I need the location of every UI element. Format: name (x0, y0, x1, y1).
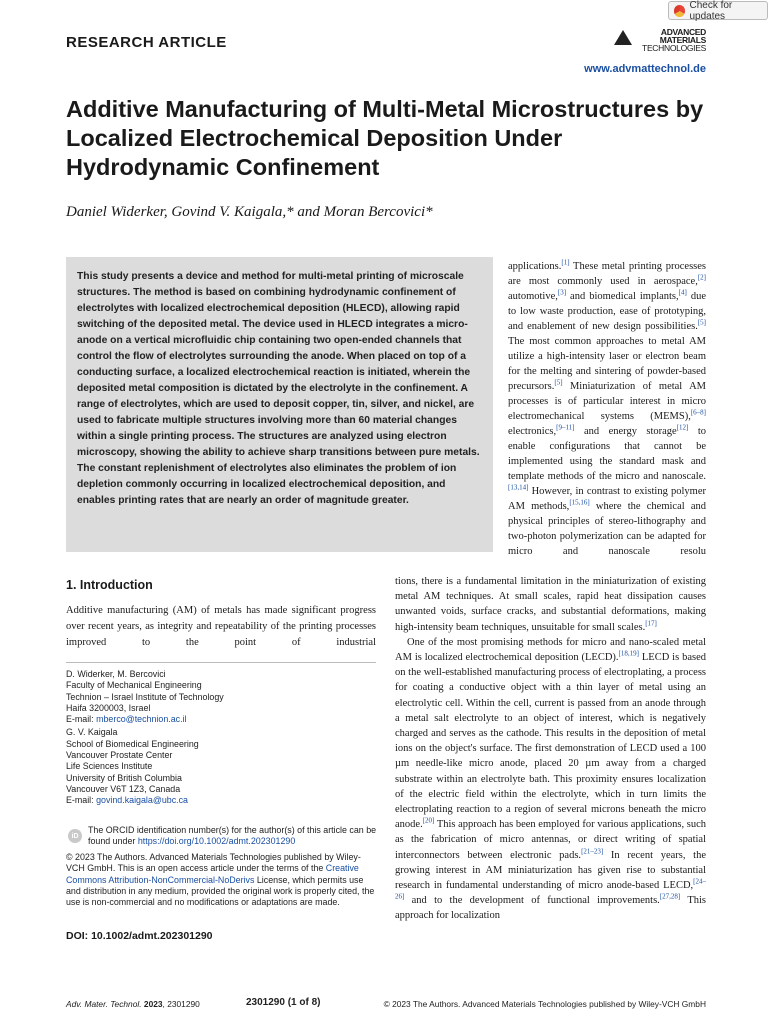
citation-ref[interactable]: [5] (554, 378, 563, 387)
paper-title: Additive Manufacturing of Multi-Metal Microstructures by Localized Electrochemical Deposition Under Hydrodynamic Confinement (66, 96, 704, 180)
journal-logo (614, 28, 706, 52)
citation-ref[interactable]: [24–26] (395, 877, 706, 901)
intro-paragraph: Additive manufacturing (AM) of metals has made significant progress over recent years, as integrity and repeatability of the printing processes improved to the point of industrial (66, 605, 376, 648)
affil-line: G. V. Kaigala (66, 727, 118, 738)
affil-line: University of British Columbia (66, 772, 182, 783)
citation-ref[interactable]: [17] (645, 619, 657, 628)
citation-ref[interactable]: [6–8] (690, 408, 706, 417)
orcid-icon: iD (68, 829, 82, 843)
affil-line: D. Widerker, M. Bercovici (66, 669, 166, 679)
email-link-kaigala[interactable]: govind.kaigala@ubc.ca (96, 795, 188, 806)
citation-ref[interactable]: [20] (422, 816, 435, 825)
triangle-logo-icon (614, 30, 632, 45)
author-list: Daniel Widerker, Govind V. Kaigala,* and Moran Bercovici* (66, 204, 433, 220)
update-badge-icon (674, 5, 685, 17)
citation-ref[interactable]: [15,16] (569, 498, 590, 507)
citation-ref[interactable]: [27,28] (659, 892, 681, 901)
email-link-bercovici[interactable]: mberco@technion.ac.il (96, 714, 187, 725)
journal-url-link[interactable]: www.advmattechnol.de (584, 63, 706, 75)
check-for-updates-label: Check for updates (689, 0, 733, 22)
logo-line-3: TECHNOLOGIES (642, 43, 706, 53)
article-type-label: RESEARCH ARTICLE (66, 34, 227, 51)
citation-ref[interactable]: [4] (678, 288, 687, 297)
logo-line-1: ADVANCED (660, 27, 706, 37)
affil-line: Vancouver Prostate Center (66, 750, 173, 761)
column2-body (395, 574, 706, 924)
affil-line: Faculty of Mechanical Engineering (66, 680, 202, 691)
citation-ref[interactable]: [2] (697, 273, 706, 282)
footer-copyright: © 2023 The Authors. Advanced Materials Technologies published by Wiley-VCH GmbH (383, 999, 706, 1009)
footer-page-number: 2301290 (1 of 8) (246, 997, 321, 1008)
citation-ref[interactable]: [1] (561, 258, 570, 267)
citation-ref[interactable]: [3] (557, 288, 567, 297)
citation-ref[interactable]: [21–23] (581, 847, 604, 856)
page-footer (66, 999, 706, 1011)
affil-line: Vancouver V6T 1Z3, Canada (66, 783, 181, 794)
cc-license-link[interactable]: Creative Commons Attribution-NonCommercial-NoDerivs (66, 863, 359, 885)
affil-line: School of Biomedical Engineering (66, 738, 199, 749)
body-paragraph: One of the most promising methods for micro and nano-scaled metal AM is localized electrochemical deposition (LECD).[18,19] LECD is based on the well-established manufacturing process of electroplating, a process for coating a conductive object with a thin layer of metal using an electrolytic cell. Within the cell, current is passed from an anode through a metal salt electrolyte to an object of interest, which is negatively charged and serves as the cathode. This results in the deposition of metal ions on the object's surface. The first demonstration of LECD used a 100 µm needle-like micro anode, placed 20 µm away from a charged substrate within an electrolyte bath. This proximity ensures localization of the electric field within the electrolyte, which in turn limits the electroplating reaction to a region of several microns beneath the micro anode.[20] This approach has been employed for various applications, such as the fabrication of micro antennas, or direct writing of spatial interconnectors between electronic pads.[21–23] In recent years, the growing interest in AM miniaturization has given rise to substantial research in fundamental understanding of micro anode-based LECD,[24–26] and to the development of functional improvements.[27,28] This approach for localization (395, 636, 707, 922)
doi-label: DOI: 10.1002/admt.202301290 (66, 930, 213, 942)
footer-citation: Adv. Mater. Technol. 2023, 2301290 (66, 999, 200, 1009)
section-heading-introduction: 1. Introduction (66, 578, 153, 592)
column2-paragraph-top: applications.[1] These metal printing processes are most commonly used in aerospace,[2] automotive,[3] and biomedical implants,[4] due to low waste production, ease of prototyping, and enablement of new design possibilities.[5] The most common approaches to metal AM utilize a high-intensity laser or electron beam for the melting and sintering of powder-based precursors.[5] Miniaturization of metal AM processes is of particular interest in micro electromechanical systems (MEMS),[6–8] electronics,[9–11] and energy storage[12] to enable configurations that cannot be implemented using the standard mask and template methods of the micro and nanoscale.[13,14] However, in contrast to existing polymer AM methods,[15,16] where the chemical and physical principles of stereo-lithography and two-photon polymerization can be adapted for micro and nanoscale resolu (508, 258, 707, 557)
abstract-text: This study presents a device and method for multi-metal printing of microscale structures. The method is based on combining hydrodynamic confinement of electrolytes with localized electrochemical deposition (HLECD), allowing rapid switching of the deposited metal. The device used in HLECD integrates a micro-anode on a vertical microfluidic chip containing two open-ended channels that control the flow of electrolytes surrounding the anode. When placed on top of a conducting surface, a localized electrochemical reaction is initiated, wherein the deposited metal composition is dictated by the electrolyte in the confinement. A range of electrolytes, which are used to deposit copper, tin, silver, and nickel, are used to fabricate multiple structures involving more than 60 material changes within a single printing process. The structures are analyzed using electron microscopy, showing the ability to achieve sharp transitions between pure metals. The constant replenishment of electrolytes also eliminates the problem of ion depletion commonly occurring in localized electrochemical deposition, and enables printing rates that are nearly an order of magnitude greater. (77, 271, 480, 506)
citation-ref[interactable]: [12] (676, 423, 689, 432)
affil-email-line-2: E-mail: govind.kaigala@ubc.ca (66, 795, 188, 806)
affiliations (66, 669, 376, 807)
body-paragraph: tions, there is a fundamental limitation in the miniaturization of existing metal AM techniques. At small scales, rapid heat dissipation causes unwanted voids, surface cracks, and substantial deformations, making high-intensity beam techniques, unsuitable for small scales.[17] (395, 576, 706, 633)
affil-line: Technion – Israel Institute of Technology (66, 691, 224, 702)
orcid-note: The ORCID identification number(s) for the author(s) of this article can be found under https://doi.org/10.1002/admt.202301290 (88, 825, 377, 847)
affil-line: Haifa 3200003, Israel (66, 702, 151, 713)
citation-ref[interactable]: [9–11] (556, 423, 575, 432)
license-note: © 2023 The Authors. Advanced Materials Technologies published by Wiley-VCH GmbH. This is an open access article under the terms of the Creative Commons Attribution-NonCommercial-NoDerivs License, which permits use and distribution in any medium, provided the original work is properly cited, the use is non-commercial and no modifications or adaptations are made. (66, 852, 375, 908)
citation-ref[interactable]: [18,19] (618, 649, 639, 658)
citation-ref[interactable]: [13,14] (508, 483, 529, 492)
affiliation-divider (66, 662, 376, 663)
citation-ref[interactable]: [5] (697, 318, 706, 327)
affil-email-line-1: E-mail: mberco@technion.ac.il (66, 714, 187, 725)
affil-line: Life Sciences Institute (66, 761, 153, 772)
logo-line-2: MATERIALS (659, 35, 706, 45)
check-for-updates-button[interactable] (668, 1, 768, 20)
orcid-doi-link[interactable]: https://doi.org/10.1002/admt.202301290 (137, 836, 296, 847)
